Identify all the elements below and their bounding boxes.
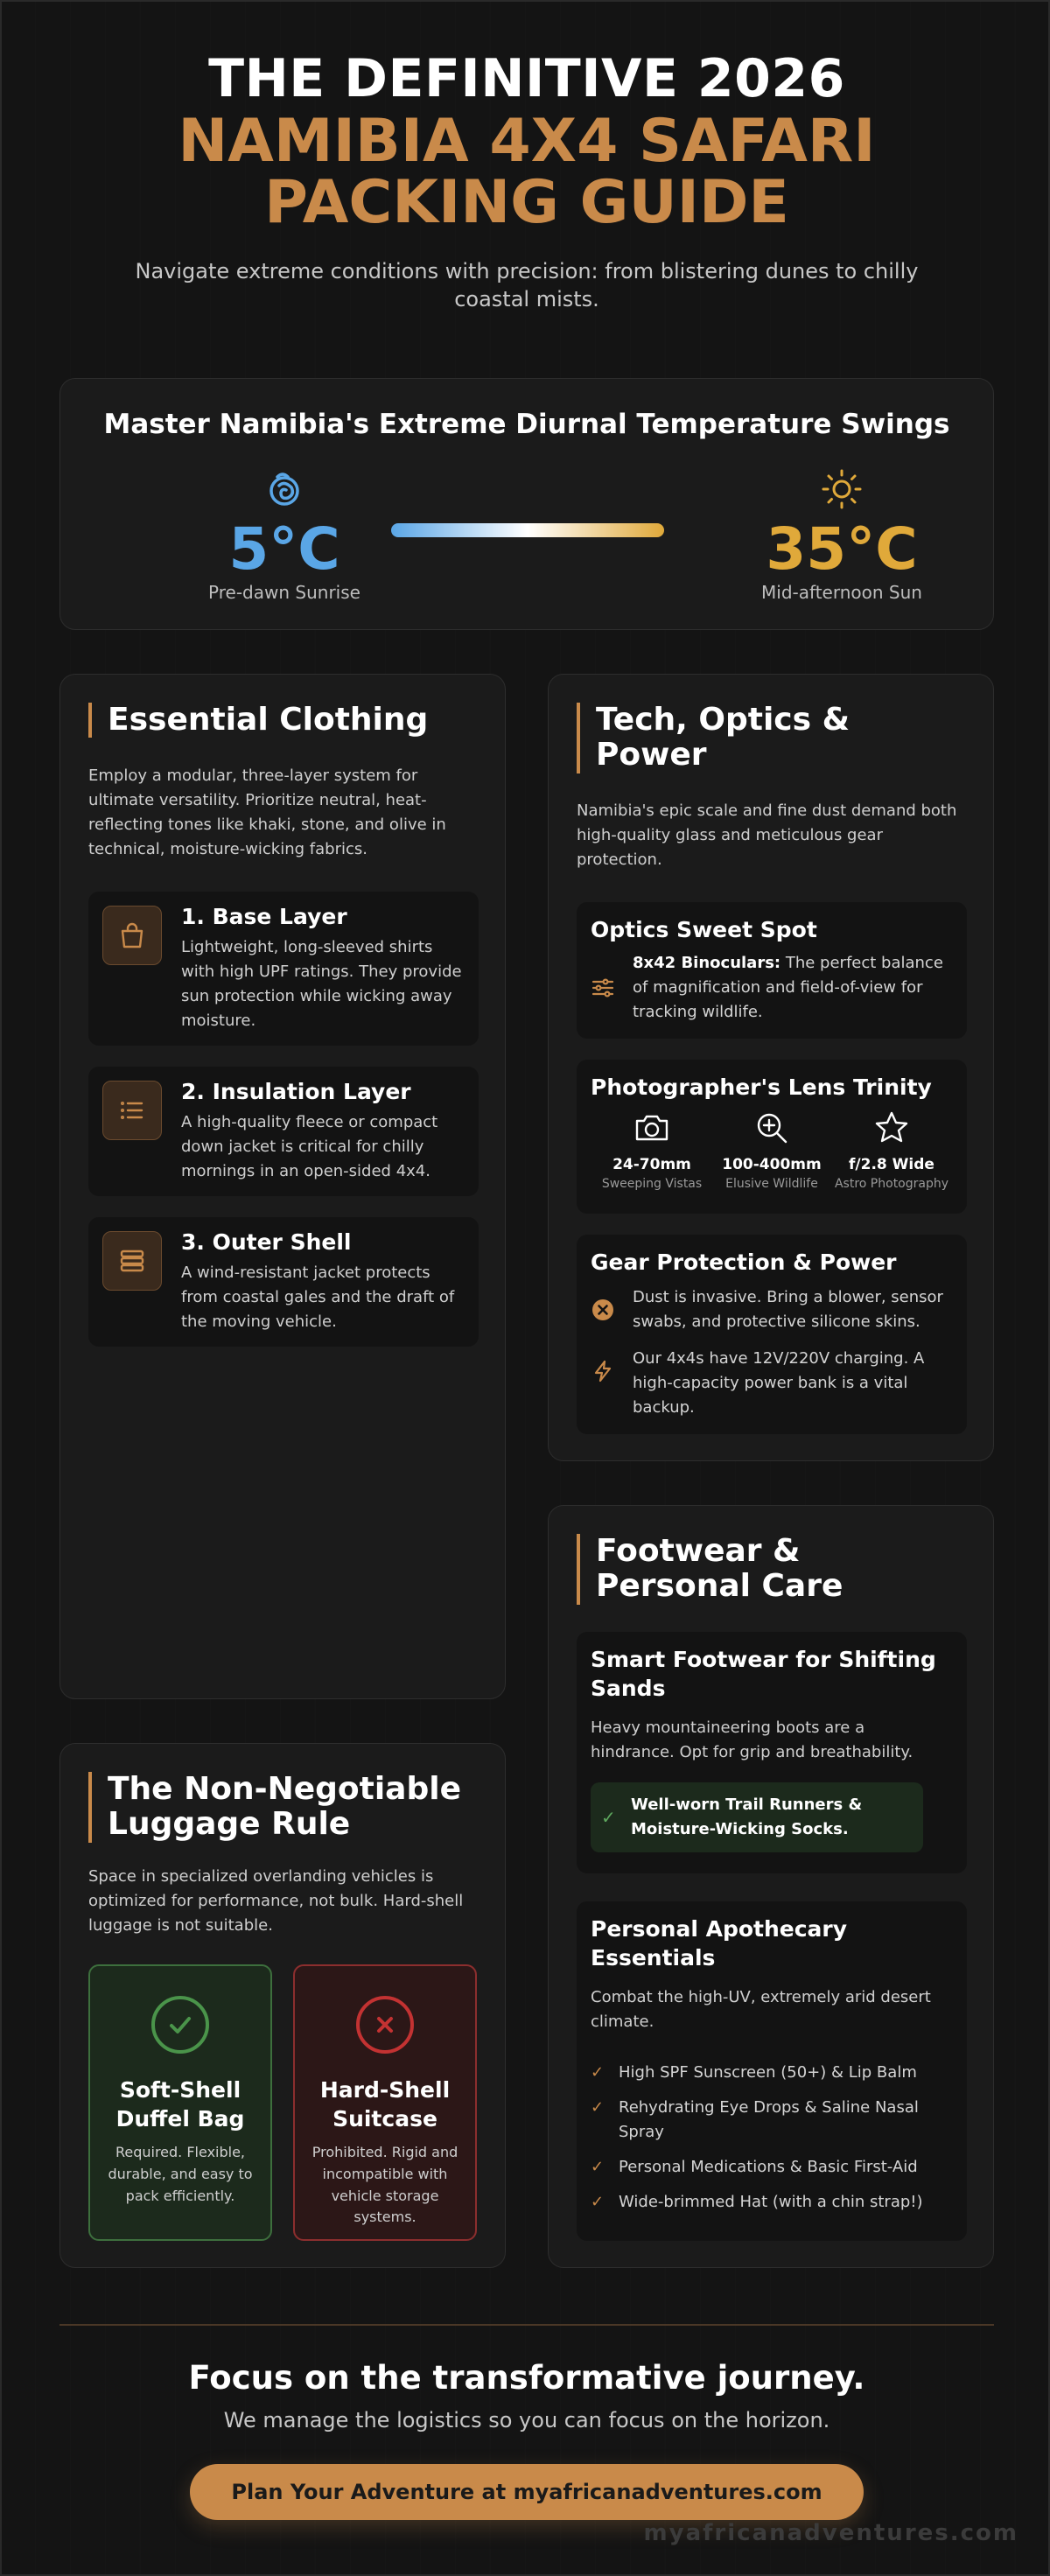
base-layer-title: 1. Base Layer [181,904,347,929]
check-icon: ✓ [591,2157,605,2176]
apothecary-list [591,2061,958,2224]
shoes-highlight [591,1782,923,1852]
lens-title: Photographer's Lens Trinity [591,1074,932,1100]
lightning-icon [591,1359,615,1383]
lens-wide-value: 24-70mm [612,1156,691,1173]
protection-card [577,1235,967,1434]
footer-subtitle: We manage the logistics so you can focus on the horizon. [223,2408,830,2432]
optics-card [577,902,967,1039]
footer-title: Focus on the transformative journey. [188,2359,865,2397]
tech-title: Tech, Optics & Power [577,703,944,774]
temperature-low [153,465,416,603]
watermark: myafricanadventures.com [643,2520,1018,2546]
outer-shell-card [88,1217,479,1347]
hard-shell-text: Prohibited. Rigid and incompatible with vehicle storage systems. [312,2144,458,2226]
outer-shell-text: A wind-resistant jacket protects from coastal gales and the draft of the moving vehicle. [181,1264,455,1331]
shoes-title: Smart Footwear for Shifting Sands [591,1647,936,1701]
temperature-gradient-bar [391,523,664,537]
camera-icon [591,1109,713,1151]
insulation-layer-card [88,1067,479,1196]
page-title [2,48,1050,237]
hard-shell-card [293,1964,477,2241]
protection-title: Gear Protection & Power [591,1250,897,1275]
soft-shell-card [88,1964,272,2241]
optics-bold: 8x42 Binoculars: [633,954,781,972]
apothecary-item-eyedrops: Rehydrating Eye Drops & Saline Nasal Spray [619,2097,919,2141]
temperature-low-value: 5°C [228,515,340,583]
power-text: Our 4x4s have 12V/220V charging. A high-capacity power bank is a vital backup. [633,1349,925,1417]
title-line-2: NAMIBIA 4X4 SAFARI [178,107,876,177]
temperature-low-caption: Pre-dawn Sunrise [208,582,360,603]
check-icon: ✓ [601,1807,616,1828]
hero-header [2,48,1050,314]
apothecary-card [577,1901,967,2241]
lens-astro-caption: Astro Photography [834,1177,949,1191]
list-item [591,2155,958,2180]
list-item [591,2190,958,2215]
star-icon [830,1109,953,1151]
shoes-text: Heavy mountaineering boots are a hindrance. Opt for grip and breathability. [591,1718,914,1761]
temperature-high-caption: Mid-afternoon Sun [761,582,922,603]
tech-description: Namibia's epic scale and fine dust demand both high-quality glass and meticulous gear protection. [577,802,957,869]
lens-item-wide [591,1109,713,1191]
insulation-layer-title: 2. Insulation Layer [181,1079,411,1104]
title-line-1: THE DEFINITIVE 2026 [208,48,845,109]
sun-icon [710,465,973,514]
temperature-title: Master Namibia's Extreme Diurnal Temperature Swings [103,409,950,440]
check-icon: ✓ [591,2063,605,2082]
hero-subtitle: Navigate extreme conditions with precision: from blistering dunes to chilly coastal mists. [135,258,919,312]
footwear-title: Footwear & Personal Care [577,1534,962,1605]
shoes-card [577,1632,967,1873]
apothecary-item-sunscreen: High SPF Sunscreen (50+) & Lip Balm [619,2063,917,2082]
clothing-description: Employ a modular, three-layer system for ultimate versatility. Prioritize neutral, heat-reflecting tones like khaki, stone, and olive in technical, moisture-wicking fabrics. [88,766,446,858]
apothecary-item-hat: Wide-brimmed Hat (with a chin strap!) [619,2192,923,2211]
lens-item-tele [710,1109,833,1191]
outer-shell-title: 3. Outer Shell [181,1229,352,1255]
sliders-icon [591,976,615,1000]
apothecary-text: Combat the high-UV, extremely arid desert climate. [591,1988,931,2031]
luggage-title: The Non-Negotiable Luggage Rule [88,1772,505,1843]
apothecary-item-medications: Personal Medications & Basic First-Aid [619,2157,918,2176]
zoom-in-icon [710,1109,833,1151]
optics-text [633,951,958,1025]
optics-detail: The perfect balance of magnification and field-of-view for tracking wildlife. [633,954,943,1021]
shoes-highlight-text: Well-worn Trail Runners & Moisture-Wicking Socks. [631,1796,863,1838]
optics-title: Optics Sweet Spot [591,917,817,942]
luggage-description: Space in specialized overlanding vehicles is optimized for performance, not bulk. Hard-shell luggage is not suitable. [88,1867,464,1935]
plan-adventure-button[interactable]: Plan Your Adventure at myafricanadventures.com [190,2464,864,2520]
list-item [591,2061,958,2085]
list-icon [102,1081,162,1140]
footer-divider [60,2324,994,2326]
base-layer-card [88,892,479,1046]
lens-wide-caption: Sweeping Vistas [601,1177,703,1191]
lens-astro-value: f/2.8 Wide [849,1156,934,1173]
check-circle-icon [151,1996,209,2054]
lens-tele-caption: Elusive Wildlife [725,1177,818,1191]
clothing-title: Essential Clothing [88,703,428,738]
temperature-high-value: 35°C [766,515,918,583]
list-item [591,2096,958,2145]
base-layer-text: Lightweight, long-sleeved shirts with high UPF ratings. They provide sun protection while wicking away moisture. [181,938,462,1030]
tech-card [548,674,994,1461]
soft-shell-text: Required. Flexible, durable, and easy to pack efficiently. [108,2144,253,2204]
lens-item-astro [830,1109,953,1191]
clothing-card [60,674,506,1699]
cold-wind-icon [153,465,416,514]
check-icon: ✓ [591,2192,605,2211]
blocked-icon [591,1298,615,1322]
insulation-layer-text: A high-quality fleece or compact down jacket is critical for chilly mornings in an open-sided 4x4. [181,1113,438,1180]
lens-tele-value: 100-400mm [722,1156,822,1173]
layers-icon [102,1231,162,1291]
footwear-card [548,1505,994,2268]
title-line-3: PACKING GUIDE [264,167,789,237]
hard-shell-title: Hard-Shell Suitcase [319,2077,451,2132]
apothecary-title: Personal Apothecary Essentials [591,1916,848,1970]
x-circle-icon [356,1996,414,2054]
lens-card [577,1060,967,1214]
shopping-bag-icon [102,906,162,965]
check-icon: ✓ [591,2097,605,2117]
luggage-card [60,1743,506,2268]
temperature-card [60,378,994,630]
temperature-high [710,465,973,603]
dust-text: Dust is invasive. Bring a blower, sensor swabs, and protective silicone skins. [633,1288,943,1331]
soft-shell-title: Soft-Shell Duffel Bag [116,2077,245,2132]
